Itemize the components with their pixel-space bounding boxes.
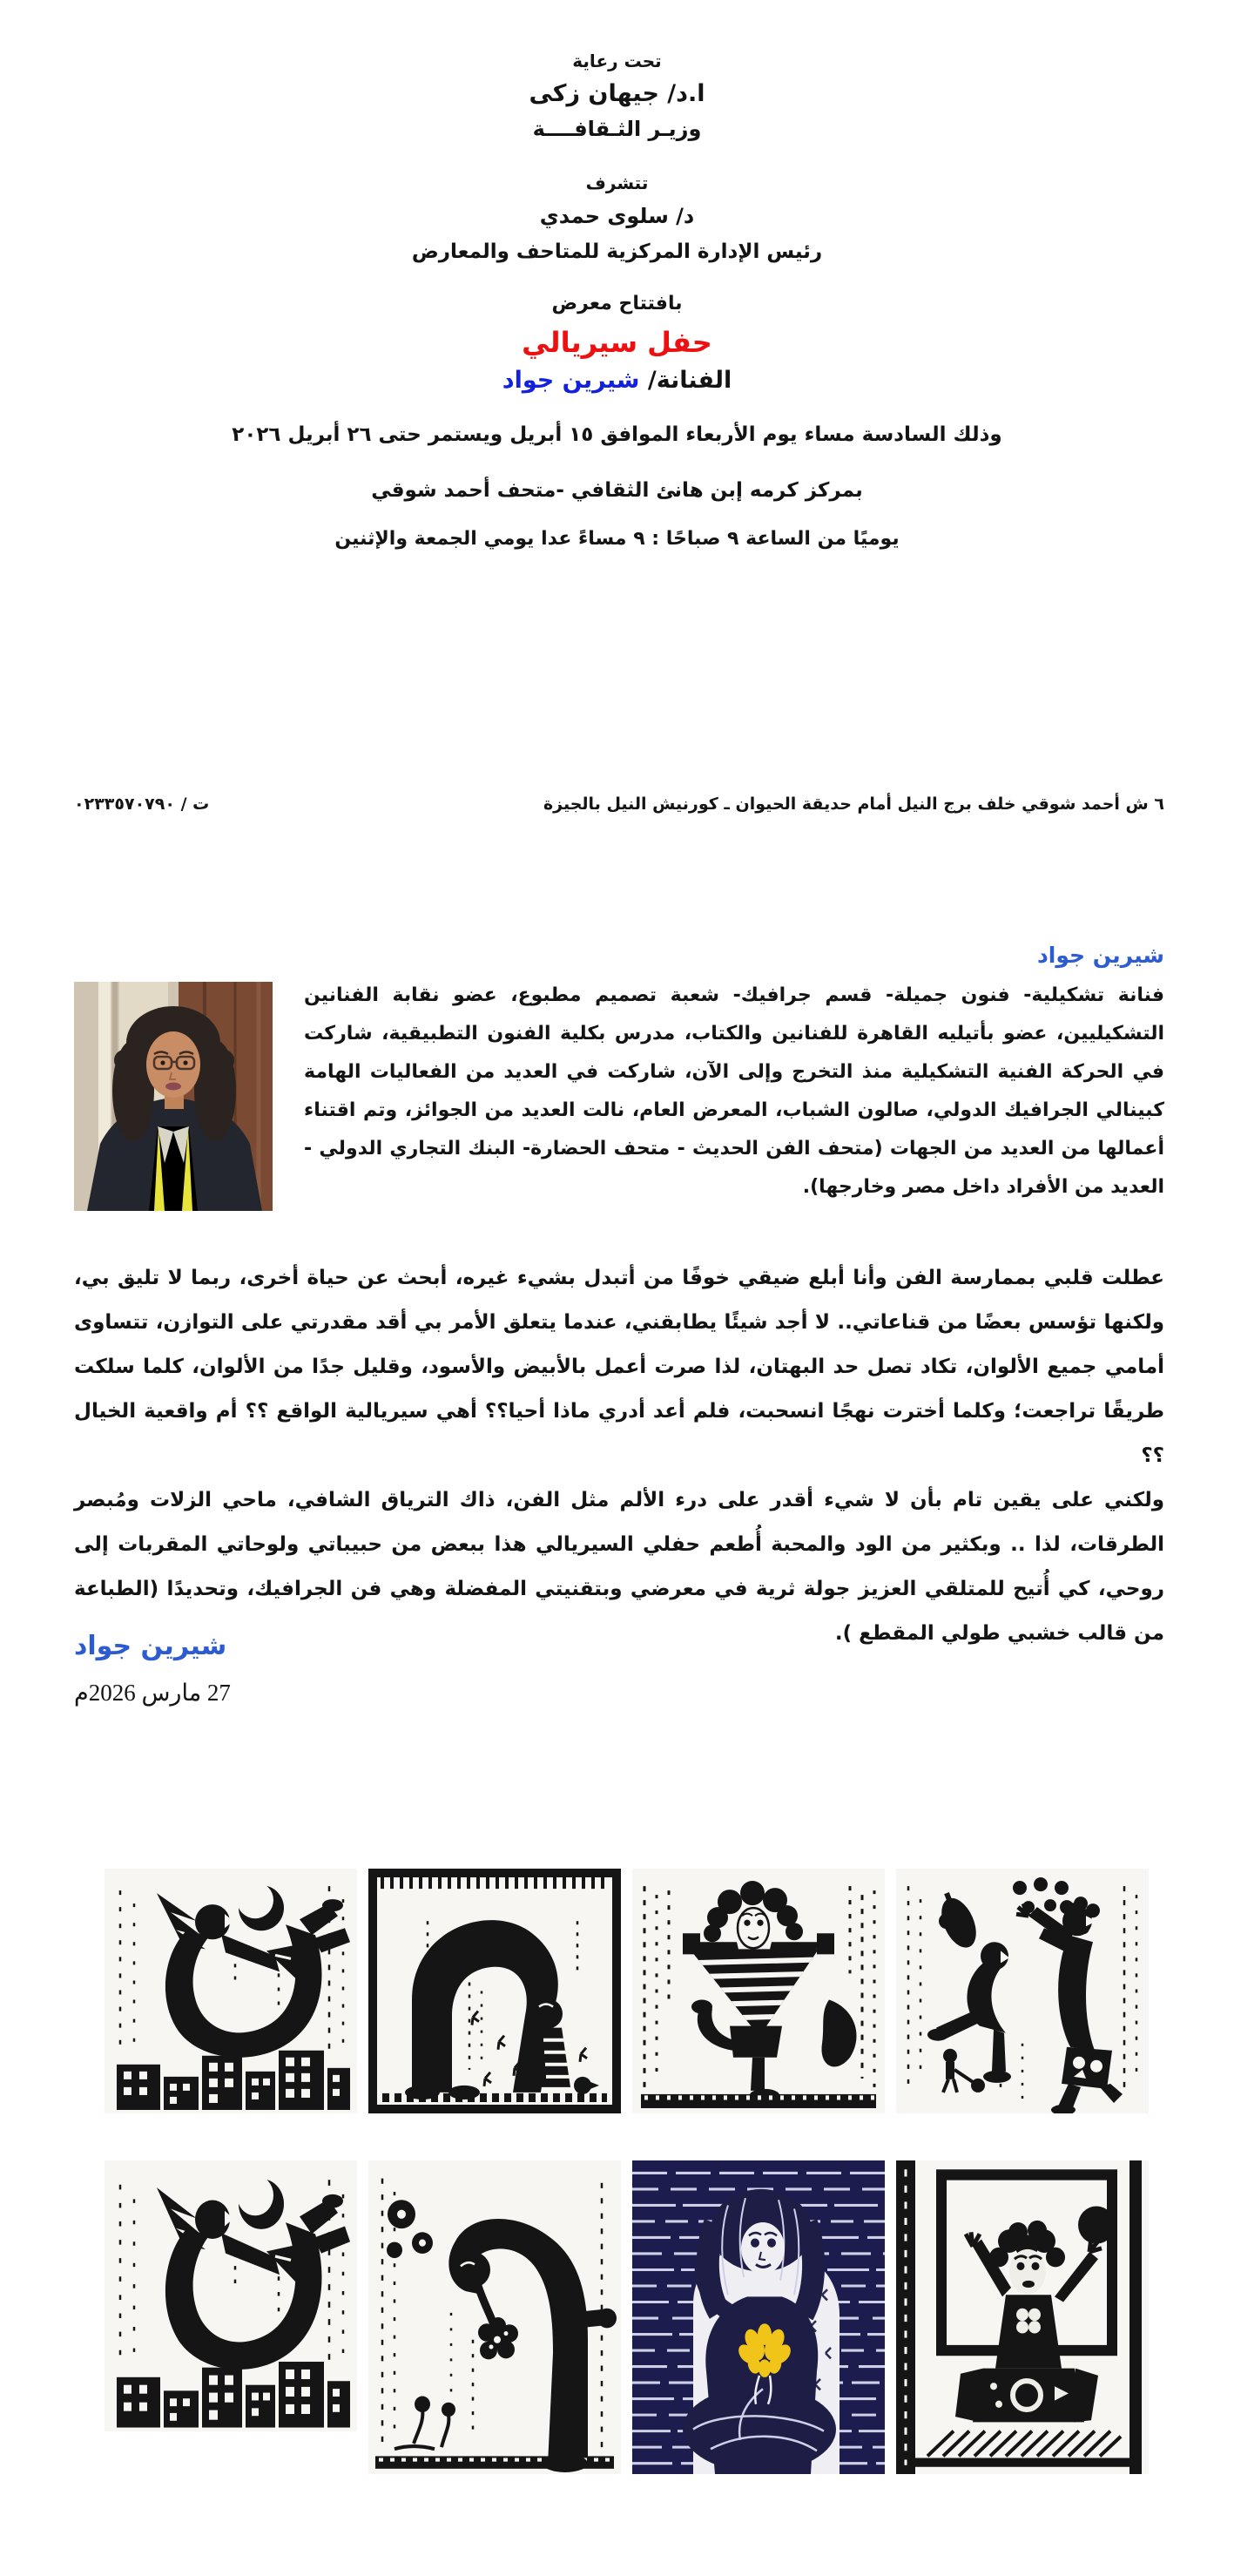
phone-line: ت / ٠٢٣٣٥٧٠٧٩٠ <box>74 794 210 814</box>
bio-text: فنانة تشكيلية- فنون جميلة- قسم جرافيك- شعبة تصميم مطبوع، عضو نقابة الفنانين التشكيليين، عضو بأتيليه القاهرة للفنانين والكتاب، مدرس بكلية الفنون التطبيقية، شاركت في الحركة الفنية التشكيلية منذ التخرج وإلى الآن، شاركت في العديد من الفعاليات الهامة كبينالي الجرافيك الدولي، صالون الشباب، المعرض العام، نالت العديد من الجوائز، وتم اقتناء أعمالها من العديد من الجهات (متحف الفن الحديث - متحف الحضارة- البنك التجاري الدولي - العديد من الأفراد داخل مصر وخارجها). <box>304 984 1164 1198</box>
artist-portrait-photo <box>74 982 273 1211</box>
artist-portrait-drawing <box>74 982 273 1211</box>
artwork-winged-trumpeter-over-city-2 <box>105 2160 357 2431</box>
woodcut-window-figure-drawing <box>896 2160 1149 2474</box>
exhibition-title: حفل سيريالي <box>522 326 712 359</box>
address-line: ٦ ش أحمد شوقي خلف برج النيل أمام حديقة الحيوان ـ كورنيش النيل بالجيزة <box>543 794 1164 814</box>
artwork-two-dancing-musicians <box>896 1869 1149 2113</box>
statement-paragraph-1: عطلت قلبي بممارسة الفن وأنا أبلع ضيقي خوفًا من أتبدل بشيء غيره، أبحث عن حياة أخرى، ربما لا تليق بي، ولكنها تؤسس بعضًا من قناعاتي.. لا أجد شيئًا يطابقني، عندما يتعلق الأمر بي أقد مقدرتي على التوازن، تتساوى أمامي جميع الألوان، تكاد تصل حد البهتان، لذا صرت أعمل بالأبيض والأسود، وقليل جدًا من الألوان، كلما سلكت طريقًا تراجعت؛ وكلما أخترت نهجًا انسحبت، فلم أعد أدري ماذا أحيا؟؟ أهي سيريالية الواقع ؟؟ أم واقعية الخيال ؟؟ <box>74 1267 1164 1467</box>
artist-name: شيرين جواد <box>502 367 640 394</box>
artwork-bowing-figure-flower <box>368 2160 621 2474</box>
woodcut-flower-figure-drawing <box>368 2160 621 2474</box>
host-name: د/ سلوى حمدي <box>539 204 695 228</box>
opening-label: بافتتاح معرض <box>551 293 683 314</box>
woodcut-dancer-drawing <box>632 1869 885 2113</box>
woodcut-trumpeter-drawing <box>105 1869 357 2113</box>
signature-name: شيرين جواد <box>74 1631 227 1661</box>
bio-heading: شيرين جواد <box>1036 943 1164 968</box>
patron-name: ا.د/ جيهان زكى <box>529 80 705 107</box>
datetime-line: وذلك السادسة مساء يوم الأربعاء الموافق ١٥ أبريل ويستمر حتى ٢٦ أبريل ٢٠٢٦ <box>232 423 1002 446</box>
bio-section <box>74 943 1164 1218</box>
linocut-woman-flowers-drawing <box>632 2160 885 2474</box>
hours-line: يوميًا من الساعة ٩ صباحًا : ٩ مساءً عدا يومي الجمعة والإثنين <box>334 528 900 550</box>
artwork-figure-black-sun <box>896 2160 1149 2474</box>
woodcut-trumpeter-drawing <box>105 2160 357 2431</box>
artist-label: الفنانة/ <box>647 367 732 394</box>
artwork-woman-yellow-flowers <box>632 2160 885 2474</box>
signature-date: 27 مارس 2026م <box>74 1680 231 1706</box>
patron-title: وزيـر الثـقافــــة <box>532 117 702 141</box>
host-title: رئيس الإدارة المركزية للمتاحف والمعارض <box>411 240 823 263</box>
artwork-dancer-striped-shawl <box>632 1869 885 2113</box>
honored-label: تتشرف <box>585 172 649 193</box>
woodcut-arched-figure-drawing <box>368 1869 621 2113</box>
artist-statement <box>74 1256 1164 1656</box>
venue-line: بمركز كرمه إبن هانئ الثقافي -متحف أحمد شوقي <box>371 479 863 502</box>
artist-name-line <box>0 367 1234 394</box>
address-phone-row <box>74 794 1164 814</box>
artwork-arched-figure-horn <box>368 1869 621 2113</box>
statement-paragraph-2: ولكني على يقين تام بأن لا شيء أقدر على درء الألم مثل الفن، ذاك الترياق الشافي، ماحي الزلات ومُبصر الطرقات، لذا .. وبكثير من الود والمحبة أُطعم حفلي السيريالي هذا ببعض من حبيباتي ولوحاتي المقربات إلى روحي، كي أُتيح للمتلقي العزيز جولة ثرية في معرضي وبتقنيتي المفضلة وهي فن الجرافيك، وتحديدًا (الطباعة من قالب خشبي طولي المقطع ). <box>74 1489 1164 1645</box>
patronage-label: تحت رعاية <box>572 51 662 71</box>
woodcut-musicians-drawing <box>896 1869 1149 2113</box>
artwork-winged-trumpeter-over-city <box>105 1869 357 2113</box>
